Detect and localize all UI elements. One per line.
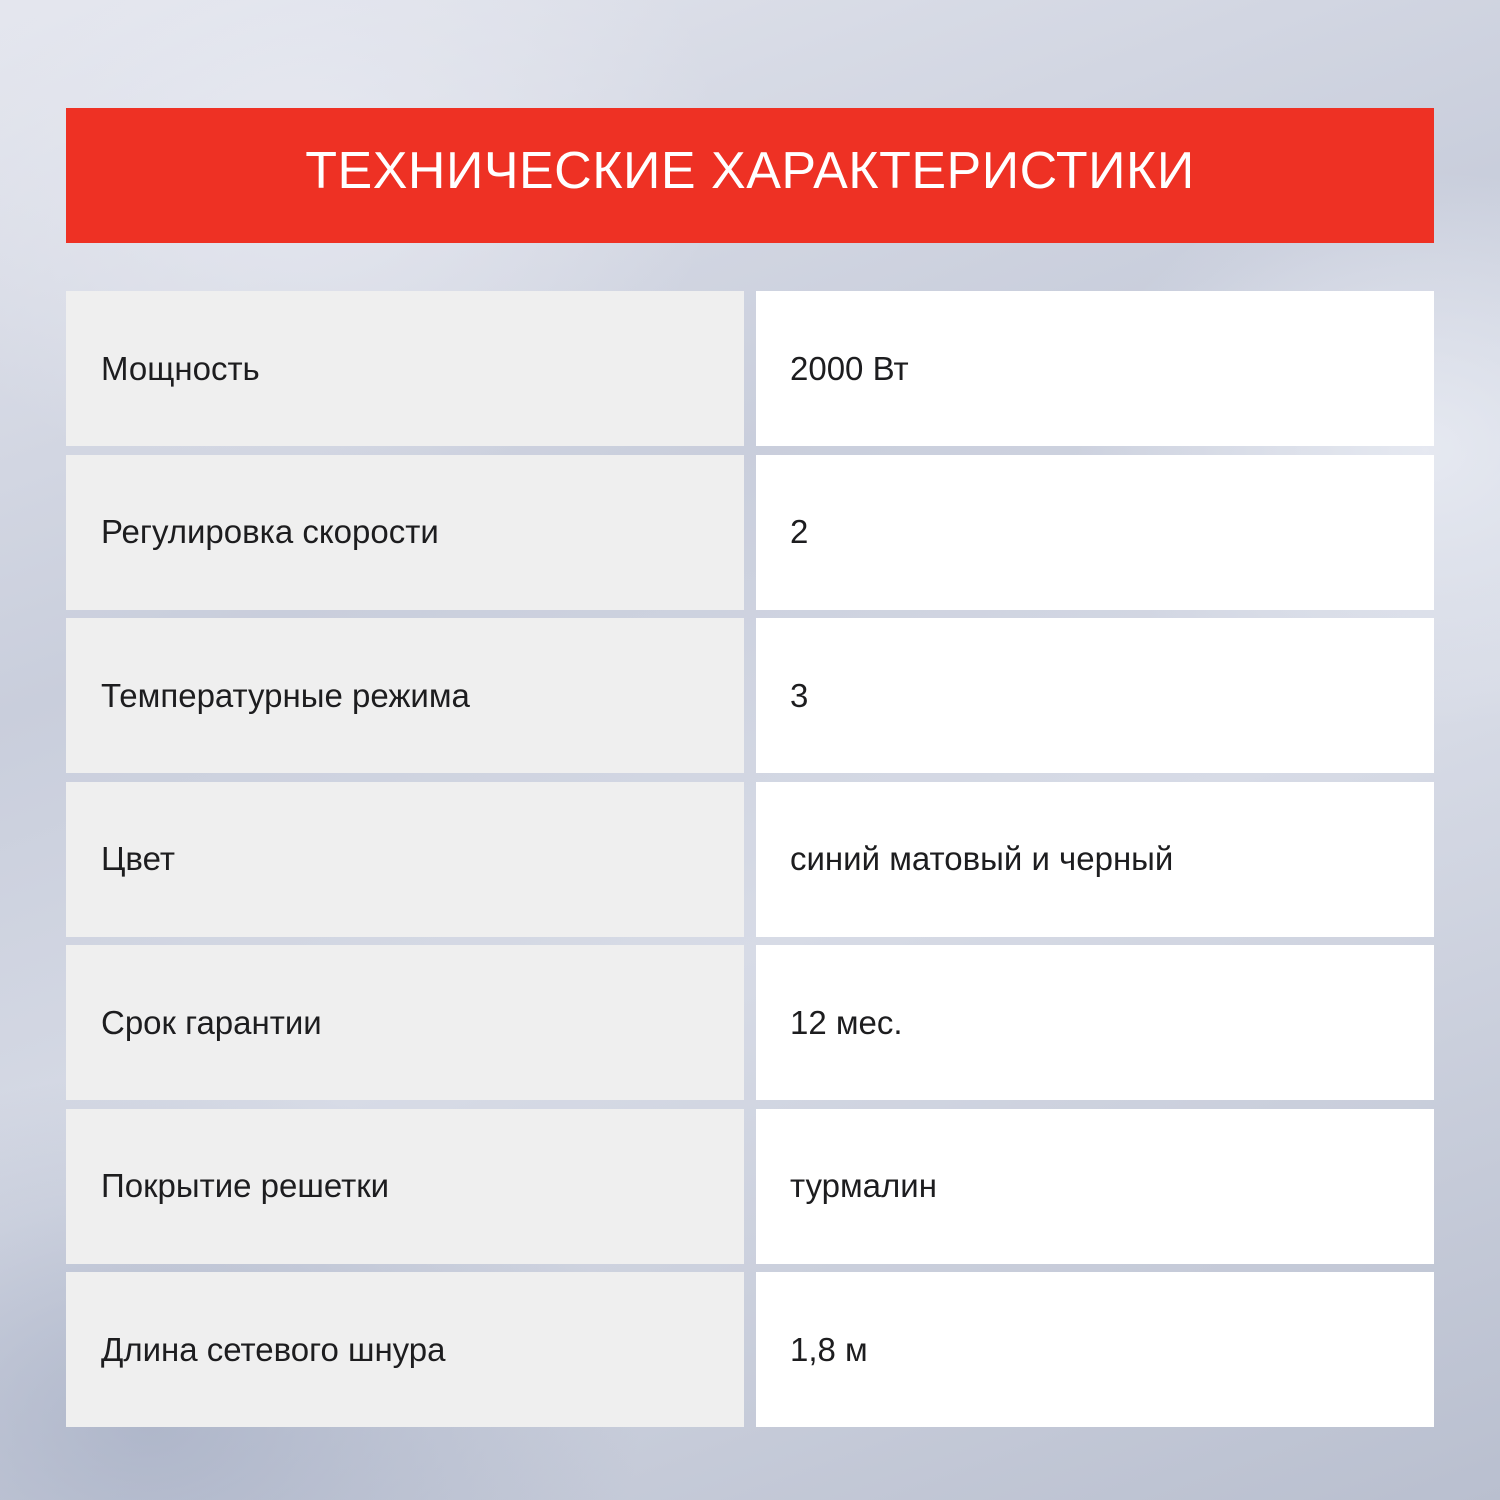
spec-label-cell: [66, 782, 744, 937]
spec-label: Мощность: [101, 349, 260, 387]
spec-value-cell: [756, 1272, 1434, 1427]
spec-label: Длина сетевого шнура: [101, 1330, 446, 1368]
table-row: [66, 1109, 1434, 1264]
spec-value: 3: [790, 676, 809, 714]
spec-value: 2: [790, 513, 809, 550]
table-row: [66, 782, 1434, 937]
table-row: [66, 945, 1434, 1100]
spec-value-cell: [756, 1109, 1434, 1264]
page-title: ТЕХНИЧЕСКИЕ ХАРАКТЕРИСТИКИ: [305, 141, 1195, 200]
spec-value: синий матовый и черный: [790, 840, 1174, 877]
spec-label: Температурные режима: [101, 676, 470, 714]
spec-label-cell: [66, 455, 744, 610]
spec-label-cell: [66, 291, 744, 446]
spec-label-cell: [66, 618, 744, 773]
spec-value-cell: [756, 455, 1434, 610]
spec-value: 12 мес.: [790, 1003, 903, 1041]
spec-label-cell: [66, 1272, 744, 1427]
spec-value-cell: [756, 945, 1434, 1100]
table-row: [66, 618, 1434, 773]
table-row: [66, 455, 1434, 610]
spec-label: Покрытие решетки: [101, 1167, 390, 1204]
spec-label-cell: [66, 945, 744, 1100]
spec-label: Цвет: [101, 840, 175, 877]
header-banner: [66, 108, 1434, 243]
spec-label: Срок гарантии: [101, 1003, 322, 1041]
spec-value: 1,8 м: [790, 1330, 868, 1368]
spec-value: турмалин: [790, 1167, 937, 1204]
table-row: [66, 1272, 1434, 1427]
specs-table: [66, 291, 1434, 1436]
spec-value: 2000 Вт: [790, 349, 909, 387]
spec-label-cell: [66, 1109, 744, 1264]
table-row: [66, 291, 1434, 446]
spec-value-cell: [756, 291, 1434, 446]
spec-label: Регулировка скорости: [101, 513, 439, 550]
spec-value-cell: [756, 782, 1434, 937]
spec-value-cell: [756, 618, 1434, 773]
